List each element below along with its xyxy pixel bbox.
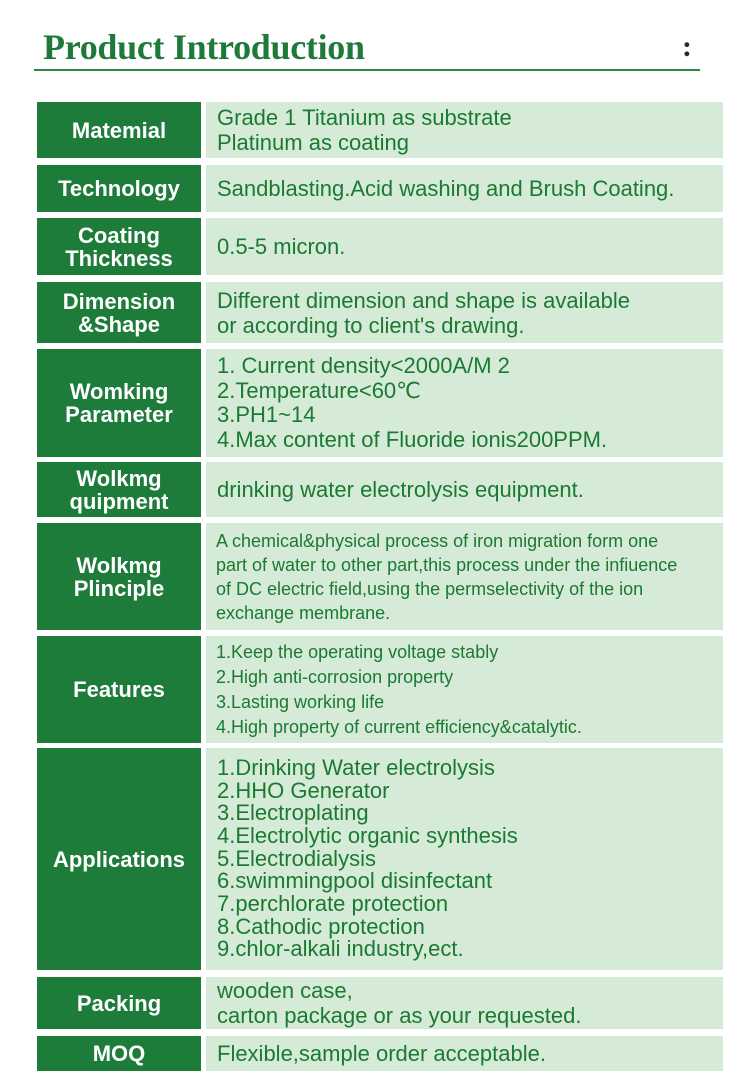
spec-value bbox=[206, 977, 723, 1029]
spec-value bbox=[206, 462, 723, 517]
spec-value-line: Sandblasting.Acid washing and Brush Coating. bbox=[217, 176, 675, 201]
spec-row bbox=[37, 1036, 723, 1071]
spec-value-line: Platinum as coating bbox=[217, 130, 409, 155]
spec-value-line: carton package or as your requested. bbox=[217, 1003, 582, 1028]
spec-value bbox=[206, 282, 723, 343]
spec-label: Matemial bbox=[37, 102, 201, 158]
spec-value-line: 4.High property of current efficiency&catalytic. bbox=[216, 716, 582, 737]
spec-row bbox=[37, 523, 723, 630]
spec-value bbox=[206, 165, 723, 212]
page-title: Product Introduction bbox=[43, 27, 365, 67]
spec-label: Applications bbox=[37, 748, 201, 970]
spec-value-line: Grade 1 Titanium as substrate bbox=[217, 105, 512, 130]
spec-value bbox=[206, 1036, 723, 1071]
spec-value-line: 9.chlor-alkali industry,ect. bbox=[217, 936, 464, 962]
spec-value bbox=[206, 218, 723, 275]
spec-value-line: 8.Cathodic protection bbox=[217, 913, 425, 939]
spec-value-line: wooden case, bbox=[217, 978, 353, 1003]
spec-value-line: 1. Current density<2000A/M 2 bbox=[217, 353, 510, 378]
spec-row bbox=[37, 349, 723, 457]
spec-value-line: 2.Temperature<60℃ bbox=[217, 377, 421, 403]
spec-value-line: 0.5-5 micron. bbox=[217, 234, 346, 259]
spec-value bbox=[206, 102, 723, 158]
spec-row bbox=[37, 282, 723, 343]
spec-value bbox=[206, 636, 723, 743]
spec-value-line: 4.Electrolytic organic synthesis bbox=[217, 822, 518, 848]
title-colon: : bbox=[682, 30, 692, 63]
spec-label: Features bbox=[37, 636, 201, 743]
spec-value-line: 2.High anti-corrosion property bbox=[216, 666, 454, 687]
spec-value-line: exchange membrane. bbox=[216, 602, 391, 623]
spec-value-line: 7.perchlorate protection bbox=[217, 891, 449, 917]
spec-value bbox=[206, 349, 723, 457]
spec-row bbox=[37, 165, 723, 212]
spec-value-line: Flexible,sample order acceptable. bbox=[217, 1041, 546, 1066]
spec-row bbox=[37, 748, 723, 970]
spec-value-line: 5.Electrodialysis bbox=[217, 845, 376, 871]
spec-value-line: 3.Electroplating bbox=[217, 800, 369, 826]
spec-value-line: 3.Lasting working life bbox=[216, 691, 385, 712]
spec-value-line: A chemical&physical process of iron migration form one bbox=[216, 530, 659, 551]
spec-label: Technology bbox=[37, 165, 201, 212]
spec-value-line: drinking water electrolysis equipment. bbox=[217, 477, 584, 502]
spec-value-line: part of water to other part,this process under the infiuence bbox=[216, 554, 678, 575]
spec-row bbox=[37, 977, 723, 1029]
spec-label: Packing bbox=[37, 977, 201, 1029]
spec-row bbox=[37, 218, 723, 275]
spec-value-line: Different dimension and shape is available bbox=[217, 287, 630, 313]
spec-row bbox=[37, 462, 723, 517]
spec-label: Dimension &Shape bbox=[37, 282, 201, 343]
spec-label: Womking Parameter bbox=[37, 349, 201, 457]
spec-value-line: of DC electric field,using the permselectivity of the ion bbox=[216, 578, 644, 599]
spec-value-line: 3.PH1~14 bbox=[217, 402, 316, 427]
spec-value-line: 6.swimmingpool disinfectant bbox=[217, 868, 493, 894]
spec-value bbox=[206, 748, 723, 970]
spec-value-line: 2.HHO Generator bbox=[217, 777, 390, 803]
title-underline bbox=[34, 69, 700, 71]
spec-label: Coating Thickness bbox=[37, 218, 201, 275]
spec-value bbox=[206, 523, 723, 630]
spec-value-line: 1.Drinking Water electrolysis bbox=[217, 754, 495, 780]
spec-label: Wolkmg quipment bbox=[37, 462, 201, 517]
spec-label: Wolkmg Plinciple bbox=[37, 523, 201, 630]
spec-value-line: or according to client's drawing. bbox=[217, 312, 525, 338]
spec-row bbox=[37, 102, 723, 158]
spec-label: MOQ bbox=[37, 1036, 201, 1071]
spec-value-line: 4.Max content of Fluoride ionis200PPM. bbox=[217, 426, 608, 452]
spec-value-line: 1.Keep the operating voltage stably bbox=[216, 641, 499, 662]
spec-row bbox=[37, 636, 723, 743]
